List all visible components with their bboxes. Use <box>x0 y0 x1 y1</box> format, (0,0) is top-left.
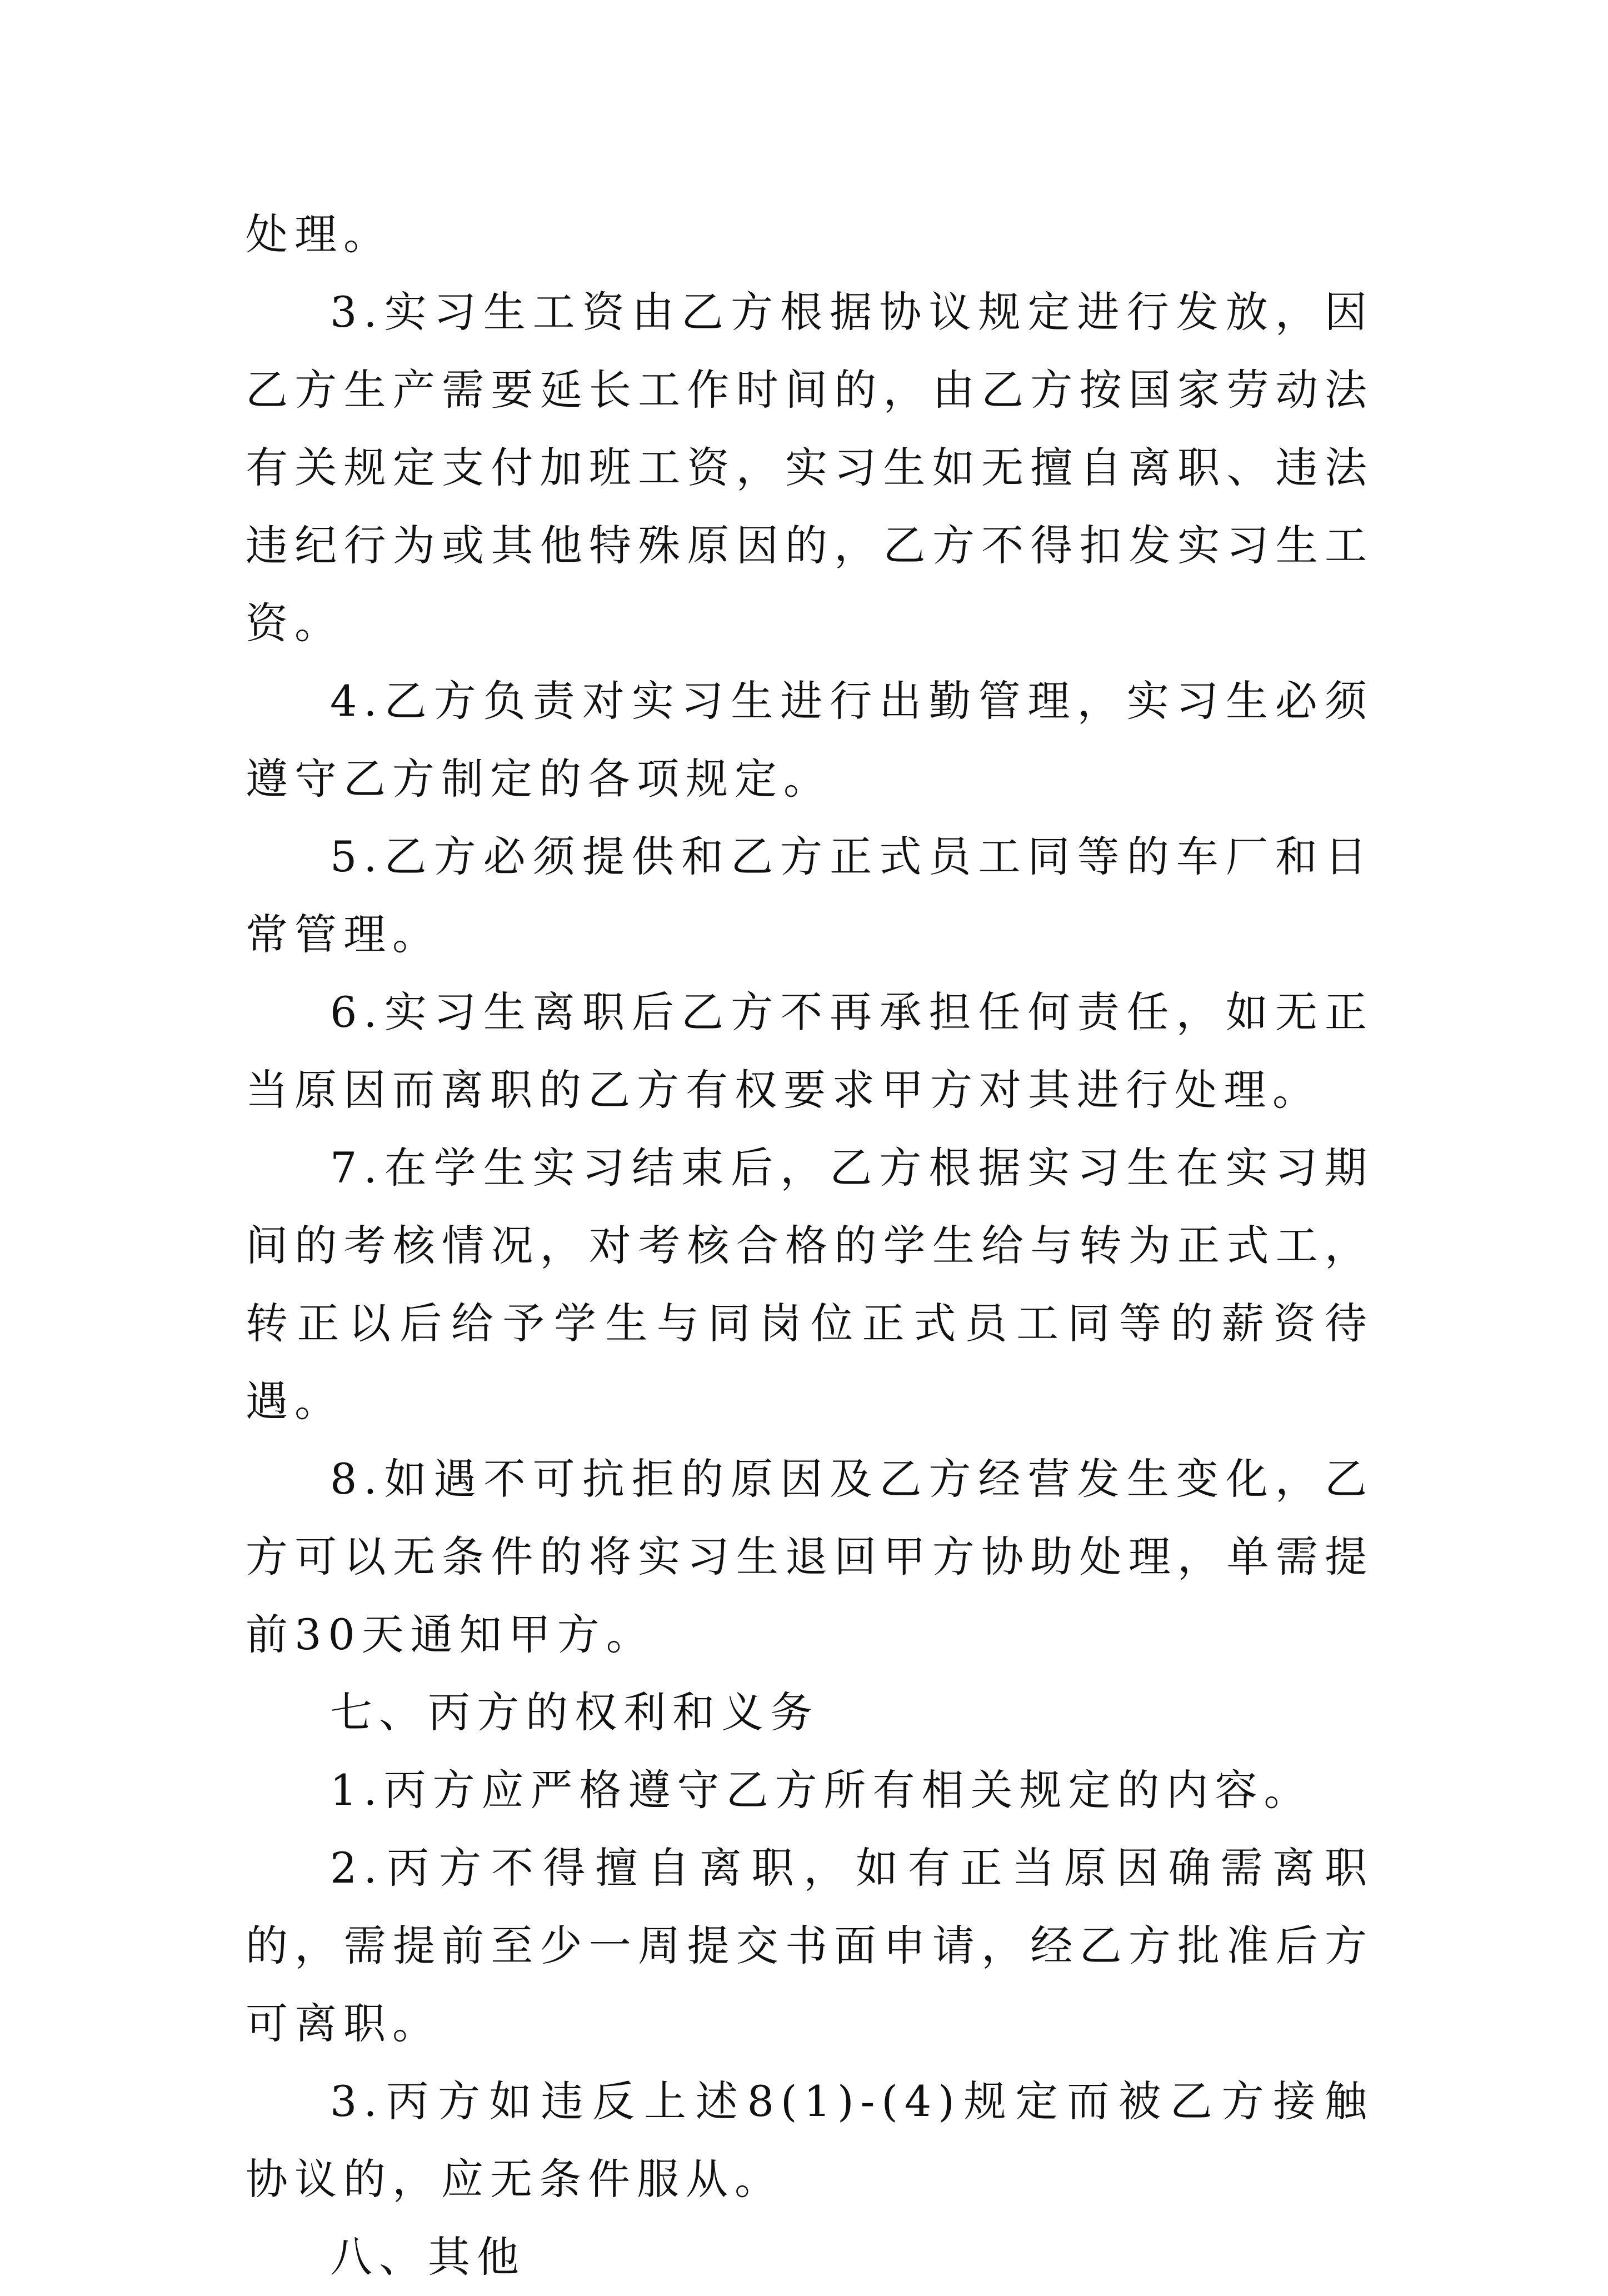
clause-7-1: 1.丙方应严格遵守乙方所有相关规定的内容。 <box>330 1765 1313 1815</box>
clause-6-5: 5.乙方必须提供和乙方正式员工同等的车厂和日常管理。 <box>246 832 1374 959</box>
clause-7-2: 2.丙方不得擅自离职，如有正当原因确需离职的，需提前至少一周提交书面申请，经乙方批准后方可离职。 <box>246 1843 1374 2048</box>
clause-6-8: 8.如遇不可抗拒的原因及乙方经营发生变化，乙方可以无条件的将实习生退回甲方协助处理，单需提前30天通知甲方。 <box>246 1454 1374 1659</box>
document-body <box>246 196 1374 2296</box>
clause-6-7: 7.在学生实习结束后，乙方根据实习生在实习期间的考核情况，对考核合格的学生给与转为正式工，转正以后给予学生与同岗位正式员工同等的薪资待遇。 <box>246 1143 1374 1426</box>
clause-6-6: 6.实习生离职后乙方不再承担任何责任，如无正当原因而离职的乙方有权要求甲方对其进行处理。 <box>246 987 1374 1115</box>
section-heading-7: 七、丙方的权利和义务 <box>330 1688 819 1737</box>
clause-6-3: 3.实习生工资由乙方根据协议规定进行发放，因乙方生产需要延长工作时间的，由乙方按国家劳动法有关规定支付加班工资，实习生如无擅自离职、违法违纪行为或其他特殊原因的，乙方不得扣发实习生工资。 <box>246 287 1374 648</box>
section-heading-8: 八、其他 <box>330 2232 526 2282</box>
clause-7-3: 3.丙方如违反上述8(1)-(4)规定而被乙方接触协议的，应无条件服从。 <box>246 2077 1374 2204</box>
clause-6-4: 4.乙方负责对实习生进行出勤管理，实习生必须遵守乙方制定的各项规定。 <box>246 676 1374 803</box>
paragraph-continuation: 处理。 <box>246 209 392 259</box>
